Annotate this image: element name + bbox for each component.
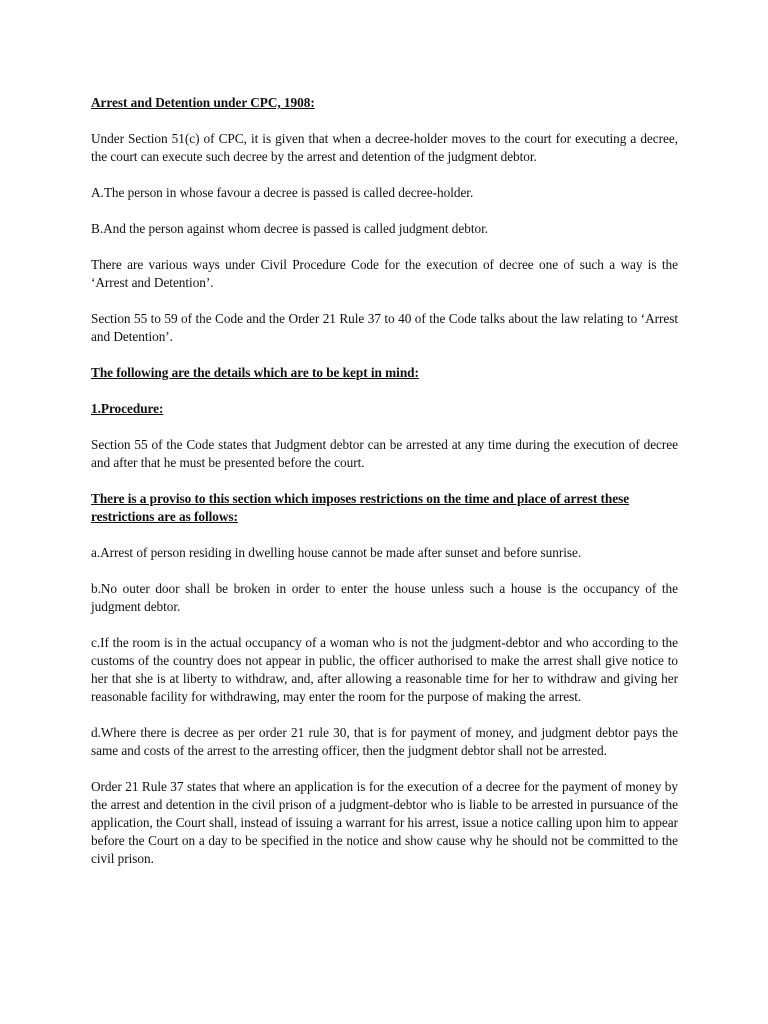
procedure-heading: 1.Procedure: [91, 401, 164, 416]
paragraph-definition-a: A.The person in whose favour a decree is passed is called decree-holder. [91, 185, 474, 200]
details-heading: The following are the details which are to be kept in mind: [91, 365, 419, 380]
paragraph-section-55: Section 55 of the Code states that Judgment debtor can be arrested at any time during the execution of decree and after that he must be presented before the court. [91, 437, 678, 470]
restriction-item-d: d.Where there is decree as per order 21 rule 30, that is for payment of money, and judgment debtor pays the same and costs of the arrest to the arresting officer, then the judgment debtor shall not be arrested. [91, 725, 678, 758]
paragraph-intro: Under Section 51(c) of CPC, it is given that when a decree-holder moves to the court for executing a decree, the court can execute such decree by the arrest and detention of the judgment debtor. [91, 131, 678, 164]
restriction-item-a: a.Arrest of person residing in dwelling house cannot be made after sunset and before sunrise. [91, 545, 582, 560]
restriction-item-b: b.No outer door shall be broken in order to enter the house unless such a house is the occupancy of the judgment debtor. [91, 581, 678, 614]
paragraph-order-21: Order 21 Rule 37 states that where an application is for the execution of a decree for the payment of money by the arrest and detention in the civil prison of a judgment-debtor who is liable to be arrested in pursuance of the application, the Court shall, instead of issuing a warrant for his arrest, issue a notice calling upon him to appear before the Court on a day to be specified in the notice and show cause why he should not be committed to the civil prison. [91, 779, 678, 866]
document-page [91, 94, 678, 886]
proviso-heading: There is a proviso to this section which imposes restrictions on the time and place of arrest these restrictions are as follows: [91, 491, 630, 524]
restriction-item-c: c.If the room is in the actual occupancy of a woman who is not the judgment-debtor and who according to the customs of the country does not appear in public, the officer authorised to make the arrest shall give notice to her that she is at liberty to withdraw, and, after allowing a reasonable time for her to withdraw and giving her reasonable facility for withdrawing, may enter the room for the purpose of making the arrest. [91, 635, 678, 704]
paragraph-definition-b: B.And the person against whom decree is passed is called judgment debtor. [91, 221, 489, 236]
document-title: Arrest and Detention under CPC, 1908: [91, 95, 315, 110]
paragraph-sections: Section 55 to 59 of the Code and the Order 21 Rule 37 to 40 of the Code talks about the law relating to ‘Arrest and Detention’. [91, 311, 678, 344]
paragraph-ways: There are various ways under Civil Procedure Code for the execution of decree one of such a way is the ‘Arrest and Detention’. [91, 257, 678, 290]
